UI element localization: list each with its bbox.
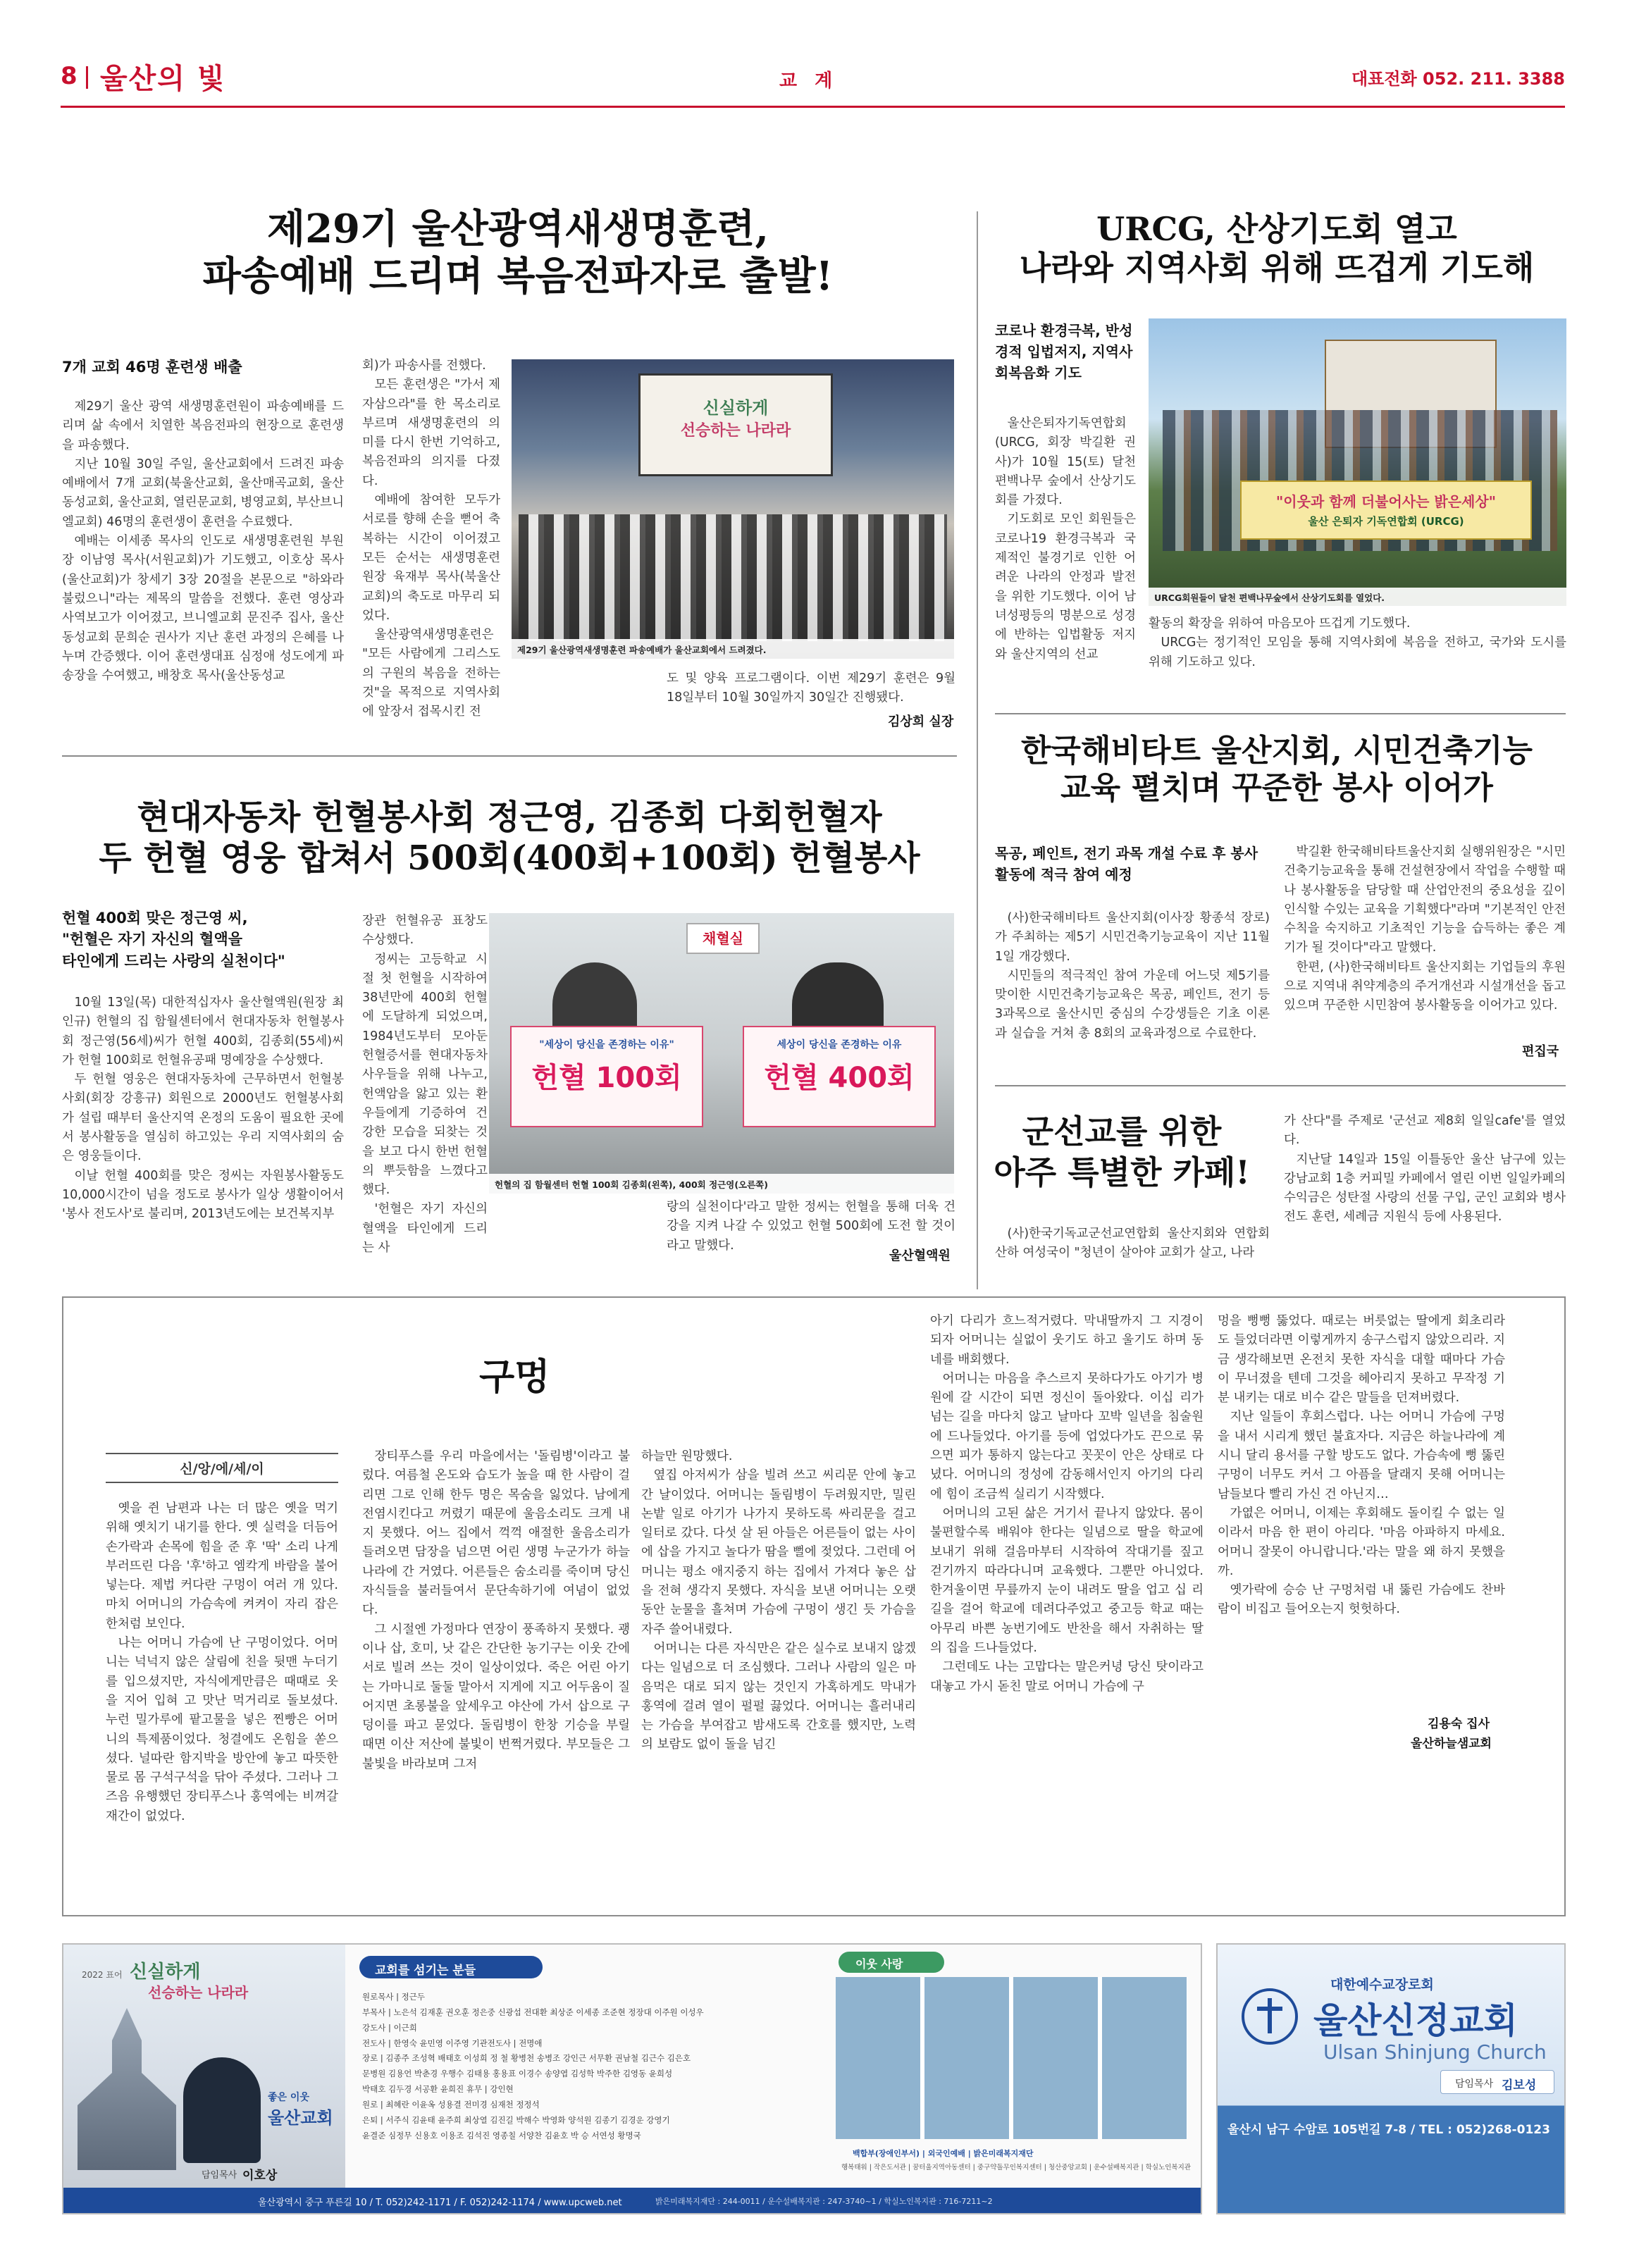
ad-neighbor-caption: 백합부(장애인부서) | 외국인예배 | 밝은미래복지재단 xyxy=(853,2149,1034,2158)
paragraph: 회)가 파송사를 전했다. xyxy=(362,359,486,373)
screen-text-1: 신실하게 xyxy=(703,397,769,418)
ad-right-denomination: 대한예수교장로회 xyxy=(1330,1977,1434,1993)
paragraph: 멍을 뻥뻥 뚫었다. 때로는 버릇없는 딸에게 회초리라도 들었더라면 이렇게까지 송구스럽지 않았으리라. 지금 생각해보면 온전치 못한 자식을 대할 때마다 가슴이 무너졌을 텐데 그것을 헤아리지 못하고 무작정 기분 내키는 대로 비수 같은 말들을 던져버렸다. xyxy=(1218,1314,1505,1406)
paragraph: (사)한국해비타트 울산지회(이사장 황종석 장로)가 주최하는 제5기 시민건축기능교육이 지난 11월 1일 개강했다. xyxy=(995,911,1270,964)
church-logo-icon xyxy=(1242,1988,1298,2045)
article3-headline xyxy=(988,733,1566,807)
ad-footer-text2: 밝은미래복지재단 : 244-0011 / 운수설배복지관 : 247-3740~1 / 학실노인복지관 : 716-7211~2 xyxy=(655,2197,993,2206)
article2-bottom-rule xyxy=(995,713,1566,714)
column-separator xyxy=(977,211,978,1289)
article4-col1 xyxy=(62,993,344,1225)
article4-col3: 랑의 실천이다'라고 말한 정씨는 헌혈을 통해 더욱 건강을 지켜 나갈 수 있었고 헌혈 500회에 도전 할 것이라고 말했다. xyxy=(667,1200,955,1253)
paragraph: 아기 다리가 흐느적거렸다. 막내딸까지 그 지경이 되자 어머니는 실없이 웃기도 하고 울기도 하며 동네를 배회했다. xyxy=(930,1314,1204,1367)
article3-bottom-rule xyxy=(995,1085,1566,1086)
staff-line: 박태호 김두경 서공환 윤희진 휴무 | 강인현 xyxy=(362,2084,514,2095)
sign-right-tag: 세상이 당신을 존경하는 이유 xyxy=(777,1039,902,1051)
paragraph: 가 산다"를 주제로 '군선교 제8회 일일cafe'를 열었다. xyxy=(1284,1114,1566,1148)
crowd xyxy=(519,514,947,641)
photo-caption-bar xyxy=(489,1174,954,1194)
page-header xyxy=(61,56,1565,100)
ad-neighbor-list: 행복태워 | 작은도서관 | 꿈터울지역아동센터 | 중구약돌무인복지센터 | 청산중앙교회 | 운수설배복지관 | 학실노인복지관 xyxy=(841,2164,1191,2171)
article4-headline-line1: 현대자동차 헌혈봉사회 정근영, 김종회 다회헌혈자 xyxy=(137,798,882,837)
article4-col2 xyxy=(362,912,488,1258)
article3-byline: 편집국 xyxy=(1522,1044,1559,1059)
paragraph: URCG는 정기적인 모임을 통해 지역사회에 복음을 전하고, 국가와 도시를 위해 기도하고 있다. xyxy=(1149,636,1566,669)
photo-caption-bar xyxy=(1149,588,1566,606)
paragraph: 지난달 14일과 15일 이틀동안 울산 남구에 있는 강남교회 1층 커피밀 카페에서 열린 이번 일일카페의 수익금은 성탄절 사랑의 선물 구입, 군인 교회와 병사 전도 훈련, 세례금 지원식 등에 사용된다. xyxy=(1284,1152,1566,1225)
ad-staff-list xyxy=(362,1990,806,2143)
article2-col2 xyxy=(1149,614,1566,672)
article1-subhead: 7개 교회 46명 훈련생 배출 xyxy=(62,359,242,376)
ad-footer-text: 울산광역시 중구 푸른길 10 / T. 052)242-1171 / F. 052)242-1174 / www.upcweb.net xyxy=(258,2198,622,2208)
essay-author-name: 김용숙 집사 xyxy=(1428,1717,1490,1731)
essay-column-label-box xyxy=(106,1453,338,1483)
article3-headline-line1: 한국해비타트 울산지회, 시민건축기능 xyxy=(1020,733,1533,769)
article4-photo xyxy=(489,913,954,1194)
essay-col2 xyxy=(362,1447,630,1774)
ad-left xyxy=(62,1943,1202,2214)
ad-right-church-name: 울산신정교회 xyxy=(1313,2000,1518,2041)
header-phone: 대표전화 052. 211. 3388 xyxy=(1351,69,1565,89)
article5-headline-line2: 아주 특별한 카페! xyxy=(994,1153,1250,1191)
article2-subhead: 코로나 환경극복, 반성경적 입법저지, 지역사회복음화 기도 xyxy=(995,322,1133,381)
article1-col1 xyxy=(62,397,344,686)
paragraph: 제29기 울산 광역 새생명훈련원이 파송예배를 드리며 삶 속에서 치열한 복음전파의 현장으로 훈련생을 파송했다. xyxy=(62,399,344,452)
essay-column-label: 신/앙/에/세/이 xyxy=(180,1461,264,1477)
cross-horizontal xyxy=(1257,2007,1282,2011)
ad-pastor-label: 담임목사 xyxy=(202,2170,237,2181)
paragraph: (사)한국기독교군선교연합회 울산지회와 연합회 산하 여성국이 "청년이 살아야 교회가 살고, 나라 xyxy=(995,1227,1270,1260)
ad-right-pastor-name: 김보성 xyxy=(1502,2078,1537,2093)
ad-neighbor-photos xyxy=(836,1977,1188,2139)
article1-photo xyxy=(512,359,954,659)
paragraph: 그런데도 나는 고맙다는 말은커녕 당신 탓이라고 대놓고 가시 돋친 말로 어머니 가슴에 구 xyxy=(930,1660,1204,1694)
staff-line: 원로 | 최혜란 이윤옥 성용결 전미경 심재천 정정석 xyxy=(362,2099,540,2109)
article5-col2 xyxy=(1284,1112,1566,1227)
worship-screen xyxy=(638,373,833,476)
article3-col2 xyxy=(1284,843,1566,1016)
paragraph: 지난 10월 30일 주일, 울산교회에서 드려진 파송예배에서 7개 교회(북울산교회, 울산매곡교회, 울산동성교회, 울산교회, 열린문교회, 병영교회, 부산브니엘교회) 46명의 훈련생이 훈련을 수료했다. xyxy=(62,457,344,529)
paragraph: 가엾은 어머니, 이제는 후회해도 돌이킬 수 없는 일이라서 마음 한 편이 아리다. '마음 아파하지 마세요. 어머니 잘못이 아니랍니다.'라는 말을 왜 하지 못했을까. xyxy=(1218,1506,1505,1578)
article2-photo-caption: URCG회원들이 달천 편백나무숲에서 산상기도회를 열었다. xyxy=(1154,593,1385,603)
ad-right-address: 울산시 남구 수암로 105번길 7-8 / TEL : 052)268-0123 xyxy=(1227,2123,1550,2137)
article4-photo-caption: 헌혈의 집 함월센터 헌혈 100회 김종회(왼쪽), 400회 정근영(오른쪽) xyxy=(495,1179,768,1190)
article1-col2 xyxy=(362,357,500,722)
article4-headline xyxy=(62,798,957,879)
staff-line: 윤결준 심정무 신용호 이용조 김석진 영종칠 서양찬 김윤호 박 승 서연성 황명국 xyxy=(362,2130,641,2140)
page-number: 8 xyxy=(61,62,78,90)
article2-headline xyxy=(988,210,1566,287)
paragraph: 옛가락에 승승 난 구멍처럼 내 뚫린 가슴에도 찬바람이 비집고 들어오는지 헛헛하다. xyxy=(1218,1583,1505,1617)
room-sign xyxy=(686,923,760,954)
article4-byline: 울산혈액원 xyxy=(889,1248,951,1263)
paragraph: 이날 헌혈 400회를 맞은 정씨는 자원봉사활동도 10,000시간이 넘을 정도로 봉사가 일상 생활이어서 '봉사 전도사'로 불리며, 2013년도에는 보건복지부 xyxy=(62,1168,344,1222)
article1-headline-line1: 제29기 울산광역새생명훈련, xyxy=(267,206,769,252)
ad-right-church-name-en: Ulsan Shinjung Church xyxy=(1323,2040,1547,2064)
article2-col1 xyxy=(995,414,1136,664)
paragraph: 옛을 쥔 남편과 나는 더 많은 옛을 먹기 위해 옛치기 내기를 한다. 옛 실력을 더듬어 손가락과 손목에 힘을 준 후 '딱' 소리 나게 부러뜨린 다음 '후'하고 엠칵게 바람을 불어 넣는다. 제법 커다란 구멍이 여러 개 있다. 마치 어머니의 가슴속에 켜켜이 자리 잡은 한처럼 보인다. xyxy=(106,1501,338,1631)
ad-banner-line1: 신실하게 xyxy=(130,1962,201,1983)
ad-church-name: 울산교회 xyxy=(268,2107,333,2128)
article1-byline: 김상희 실장 xyxy=(888,714,954,729)
article1-col3: 도 및 양육 프로그램이다. 이번 제29기 훈련은 9월 18일부터 10월 30일까지 30일간 진행됐다. xyxy=(667,671,955,705)
paragraph: 10월 13일(목) 대한적십자사 울산혈액원(원장 최인규) 헌혈의 집 함월센터에서 현대자동차 헌혈봉사회 정근영(56세)씨가 헌혈 400회, 김종회(55세)씨가 헌혈 100회로 헌혈유공패 명예장을 수상했다. xyxy=(62,996,344,1067)
article1-headline-line2: 파송예배 드리며 복음전파자로 출발! xyxy=(202,253,834,300)
paragraph: 하늘만 원망했다. xyxy=(641,1449,733,1463)
church-building xyxy=(78,2008,176,2170)
article5-headline xyxy=(988,1112,1256,1193)
paragraph: 모든 훈련생은 "가서 제자삼으라"를 한 목소리로 부르며 새생명훈련의 의미를 다시 한번 기억하고, 복음전파의 의지를 다졌다. xyxy=(362,378,500,488)
paragraph: 울산은퇴자기독연합회(URCG, 회장 박길환 권사)가 10월 15(토) 달천 편백나무 숲에서 산상기도회를 가졌다. xyxy=(995,416,1136,508)
staff-line: 강도사 | 이근희 xyxy=(362,2022,417,2033)
sign-left-tag: "세상이 당신을 존경하는 이유" xyxy=(539,1039,674,1051)
paragraph: 예배는 이세종 목사의 인도로 새생명훈련원 부원장 이남영 목사(서원교회)가 기도했고, 이호상 목사(울산교회)가 창세기 3장 20절을 본문으로 "하와라 불렀으니"라는 제목의 말씀을 전했다. 훈련 영상과 사역보고가 이어졌고, 브니엘교회 문진주 집사, 울산동성교회 문희순 권사가 지난 훈련 과정의 은혜를 나누며 간증했다. 이어 훈련생대표 심정애 성도에게 파송장을 수여했고, 배창호 목사(울산동성교 xyxy=(62,534,344,683)
article4-headline-line2: 두 헌혈 영웅 합쳐서 500회(400회+100회) 헌혈봉사 xyxy=(99,838,920,878)
ad-neighbor-heading: 이웃 사랑 xyxy=(855,1957,903,1971)
staff-line: 전도사 | 한영숙 윤민영 이주영 기관전도사 | 전명애 xyxy=(362,2038,543,2048)
essay-title: 구멍 xyxy=(479,1356,550,1399)
paragraph: 나는 어머니 가슴에 난 구멍이었다. 어머니는 넉넉지 않은 살림에 친을 뒷맨 누더기를 입으셨지만, 자식에게만큼은 때때로 옷을 지어 입혀 고 맛난 먹거리로 돌보셨다. 누런 밀가루에 팥고물을 넣은 찐빵은 어머니의 특제품이었다. 청결에도 온힘을 쏟으셨다. 널따란 함지박을 방안에 놓고 따뜻한 물로 몸 구석구석을 닦아 주셨다. 그러나 그즈음 유행했던 장티푸스나 홍역에는 비껴갈 재간이 없었다. xyxy=(106,1636,338,1823)
pastor-photo xyxy=(183,2057,261,2163)
paragraph: 기도회로 모인 회원들은 코로나19 환경극복과 국제적인 불경기로 인한 어려운 나라의 안정과 발전을 위한 기도했다. 이어 남녀성평등의 명분으로 성경에 반하는 입법활동 저지와 울산지역의 선교 xyxy=(995,512,1136,662)
ad-staff-heading-box xyxy=(359,1956,543,1978)
ad-right xyxy=(1216,1943,1566,2214)
paragraph: 그 시절엔 가정마다 연장이 풍족하지 못했다. 괭이나 삽, 호미, 낫 같은 간단한 농기구는 이웃 간에 서로 빌려 쓰는 것이 일상이었다. 죽은 어린 아기는 가마니로 둘둘 말아서 지게에 지고 어두움이 질어지면 초롱불을 앞세우고 야산에 가서 삽으로 구덩이를 파고 묻었다. 돌림병이 한창 기승을 부릴 때면 이산 저산에 불빛이 번쩍거렸다. 부모들은 그 불빛을 바라보며 그저 xyxy=(362,1622,630,1771)
ad-staff-heading: 교회를 섬기는 분들 xyxy=(375,1964,476,1978)
staff-line: 문병원 김용언 박춘경 우행수 김태용 홍용표 이경수 송양엽 김성학 박주한 김영동 윤희성 xyxy=(362,2069,673,2079)
screen-text-2: 선승하는 나라라 xyxy=(680,421,791,440)
paragraph: 장관 헌혈유공 표창도 수상했다. xyxy=(362,914,488,948)
paragraph: 어머니는 마음을 추스르지 못하다가도 아기가 병원에 갈 시간이 되면 정신이 돌아왔다. 이십 리가 넘는 길을 마다치 않고 날마다 꼬박 일년을 침술원에 드나들었다. 아기를 등에 업었다가도 끈으로 묶으면 피가 통하지 않는다고 꼿꼿이 안은 상태로 다녔다. 어머니의 정성에 감동해서인지 아기의 다리에 힘이 조금씩 실리기 시작했다. xyxy=(930,1371,1204,1501)
article2-photo xyxy=(1149,318,1566,606)
ad-left-photo-panel xyxy=(63,1945,345,2188)
article4-subhead-line1: 헌혈 400회 맞은 정근영 씨, xyxy=(62,910,248,927)
ad-left-footer xyxy=(63,2188,1201,2213)
section-label: 교 계 xyxy=(779,70,839,92)
article1-bottom-rule xyxy=(62,755,957,757)
article2-headline-line1: URCG, 산상기도회 열고 xyxy=(1096,210,1457,248)
essay-col3 xyxy=(641,1447,916,1755)
ad-neighbor-heading-box xyxy=(839,1952,944,1973)
masthead-logo: 울산의 빛 xyxy=(100,62,226,95)
article4-subhead-line3: 타인에게 드리는 사랑의 실천이다" xyxy=(62,952,285,969)
paragraph: 두 헌혈 영웅은 현대자동차에 근무하면서 헌혈봉사회(회장 강흥규) 회원으로 2000년도 헌혈봉사회가 설립 때부터 울산지역 온정의 도움이 필요한 곳에서 봉사활동을 열심히 하고있는 우리 지역사회의 숨은 영웅들이다. xyxy=(62,1072,344,1164)
essay-author-church: 울산하늘샘교회 xyxy=(1411,1737,1492,1751)
article2-headline-line2: 나라와 지역사회 위해 뜨겁게 기도해 xyxy=(1019,249,1535,287)
article1-photo-caption: 제29기 울산광역새생명훈련 파송예배가 울산교회에서 드려졌다. xyxy=(517,645,767,655)
banner-slogan: "이웃과 함께 더불어사는 밝은세상" xyxy=(1275,493,1497,510)
header-divider xyxy=(86,66,88,89)
photo-caption-bar xyxy=(512,639,954,659)
paragraph: 지난 일들이 후회스럽다. 나는 어머니 가슴에 구멍을 내서 시리게 했던 불효자다. 지금은 하늘나라에 계시니 달리 용서를 구할 방도도 없다. 가슴속에 뻥 뚫린 구멍이 너무도 커서 그 아픔을 달래지 못해 어머니는 남들보다 빨리 가신 건 아닌지… xyxy=(1218,1410,1505,1501)
paragraph: '헌혈은 자기 자신의 혈액을 타인에게 드리는 사 xyxy=(362,1202,488,1256)
paragraph: 예배에 참여한 모두가 서로를 향해 손을 뻗어 축복하는 시간이 이어졌고 모든 순서는 새생명훈련원장 육재부 목사(북울산교회)의 축도로 마무리 되었다. xyxy=(362,493,500,623)
article2-banner xyxy=(1240,481,1532,540)
banner-org: 울산 은퇴자 기독연합회 (URCG) xyxy=(1308,515,1464,528)
paragraph: 옆집 아저씨가 삼을 빌려 쓰고 씨리문 안에 놓고 간 날이었다. 어머니는 돌림병이 두려웠지만, 밀린 논밭 일로 아기가 나가지 못하도록 싸리문을 걸고 일터로 갔다. 다섯 살 된 아들은 어른들이 없는 사이에 삽을 가지고 놀다가 땀을 뻘에 젖었다. 그런데 어머니는 평소 애지중지 하는 집에서 가져다 놓은 삽을 전혀 생각지 못했다. 자식을 보낸 어머니는 오랫동안 눈물을 흘쳐며 가슴에 구멍이 생긴 듯 가슴을 자주 쓸어내렸다. xyxy=(641,1468,916,1637)
staff-line: 부목사 | 노은석 김재훈 권오훈 정은중 신광섭 전대환 최상준 이세종 조준현 정장대 이주원 이성우 xyxy=(362,2007,704,2017)
paragraph: 어머니의 고된 삶은 거기서 끝나지 않았다. 몸이 불편할수록 배워야 한다는 일념으로 딸을 학교에 보내기 위해 걸음마부터 시작하여 작대기를 짚고 걷기까지 따라다니며 교육했다. 그뿐만 아니었다. 한겨울이면 무릎까지 눈이 내려도 딸을 업고 십 리 길을 걸어 학교에 데려다주었고 중고등 학교 때는 아무리 바쁜 농번기에도 반찬을 해서 자취하는 딸의 집을 드나들었다. xyxy=(930,1506,1204,1656)
article4-subhead-line2: "헌혈은 자기 자신의 혈액을 xyxy=(62,931,243,948)
essay-col4 xyxy=(930,1312,1204,1697)
ad-banner-line2: 선승하는 나라라 xyxy=(148,1984,249,2001)
article3-headline-line2: 교육 펼치며 꾸준한 봉사 이어가 xyxy=(1060,769,1493,806)
essay-col5 xyxy=(1218,1312,1505,1620)
room-sign-text: 채혈실 xyxy=(703,930,743,947)
sign-left-title: 헌혈 100회 xyxy=(531,1062,682,1094)
paragraph: 장티푸스를 우리 마을에서는 '돌림병'이라고 불렀다. 여름철 온도와 습도가 높을 때 한 사람이 걸리면 그로 인해 한두 명은 목숨을 잃었다. 남에게 전염시킨다고 꺼렸기 때문에 울음소리도 크게 내지 못했다. 어느 집에서 꺽꺽 애절한 울음소리가 들려오면 담장을 넘으면 어린 생명 누군가가 하늘나라에 간 거였다. 어른들은 숨소리를 죽이며 당신 자식들을 불러들여서 문단속하기에 여념이 없었다. xyxy=(362,1449,630,1618)
article3-subhead: 목공, 페인트, 전기 과목 개설 수료 후 봉사활동에 적극 참여 예정 xyxy=(995,845,1258,883)
sign-board-right xyxy=(743,1026,936,1127)
sign-right-title: 헌혈 400회 xyxy=(764,1062,915,1094)
ad-church-prefix: 좋은 이웃 xyxy=(268,2092,309,2103)
paragraph: 활동의 확장을 위하여 마음모아 뜨겁게 기도했다. xyxy=(1149,616,1411,631)
staff-line: 장로 | 김종주 조성혁 배태호 이성희 정 철 황병천 송병조 강인근 서무환 권남철 김근수 김은호 xyxy=(362,2053,691,2064)
paragraph: 어머니는 다른 자식만은 같은 실수로 보내지 않겠다는 일념으로 더 조심했다. 그러나 사람의 일은 마음먹은 대로 되지 않는 것인지 가혹하게도 막내가 홍역에 걸려 열이 펄펄 끓었다. 어머니는 흘러내리는 가슴을 부여잡고 밤새도록 간호를 했지만, 노력의 보람도 없이 돌을 넘긴 xyxy=(641,1641,916,1752)
article3-col1 xyxy=(995,909,1270,1043)
header-rule xyxy=(61,106,1565,108)
article5-headline-line1: 군선교를 위한 xyxy=(1022,1113,1222,1151)
ad-banner-year: 2022 표어 xyxy=(82,1970,123,1980)
staff-line: 은퇴 | 서주식 김윤태 윤주희 최상열 김진길 박해수 박영화 양석원 김종기 김경운 강영기 xyxy=(362,2114,670,2125)
essay-col1 xyxy=(106,1499,338,1826)
sign-board-left xyxy=(510,1026,703,1127)
article5-col1 xyxy=(995,1225,1270,1263)
paragraph: 울산광역새생명훈련은 "모든 사람에게 그리스도의 구원의 복음을 전하는 것"을 목적으로 지역사회에 앞장서 접목시킨 전 xyxy=(362,628,500,719)
paragraph: 한편, (사)한국해비타트 울산지회는 기업들의 후원으로 지역내 취약계층의 주거개선과 시설개선을 돕고 있으며 꾸준한 시민참여 봉사활동을 이어가고 있다. xyxy=(1284,960,1566,1013)
paragraph: 박길환 한국해비타트울산지회 실행위원장은 "시민건축기능교육을 통해 건설현장에서 작업을 수행할 때나 봉사활동을 담당할 때 산업안전의 중요성을 깊이 인식할 수있는 교육을 기획했다"라며 "기본적인 안전수칙을 숙지하고 기초적인 기능을 습득하는 좋은 계기가 될 것이다"라고 말했다. xyxy=(1284,845,1566,955)
ad-pastor-name: 이호상 xyxy=(242,2169,278,2183)
paragraph: 정씨는 고등학교 시절 첫 헌혈을 시작하여 38년만에 400회 헌혈에 도달하게 되었으며, 1984년도부터 모아둔 헌혈증서를 현대자동차 사우들을 위해 나누고, 헌액암을 앓고 있는 환우들에게 기증하여 건강한 모습을 되찾는 것을 보고 다시 한번 헌혈의 뿌듯함을 느꼈다고 했다. xyxy=(362,952,488,1198)
pastor-badge xyxy=(1440,2070,1554,2094)
paragraph: 시민들의 적극적인 참여 가운데 어느덧 제5기를 맞이한 시민건축기능교육은 목공, 페인트, 전기 등 3과목으로 울산시민 중심의 수강생들은 기초 이론과 실습을 거쳐 총 8회의 교육과정으로 수료한다. xyxy=(995,968,1270,1041)
article1-headline xyxy=(85,206,951,300)
ad-right-pastor-label: 담임목사 xyxy=(1455,2078,1494,2090)
staff-line: 원로목사 | 정근두 xyxy=(362,1992,425,2002)
cross-vertical xyxy=(1268,1998,1272,2033)
article4-subhead xyxy=(62,907,358,972)
